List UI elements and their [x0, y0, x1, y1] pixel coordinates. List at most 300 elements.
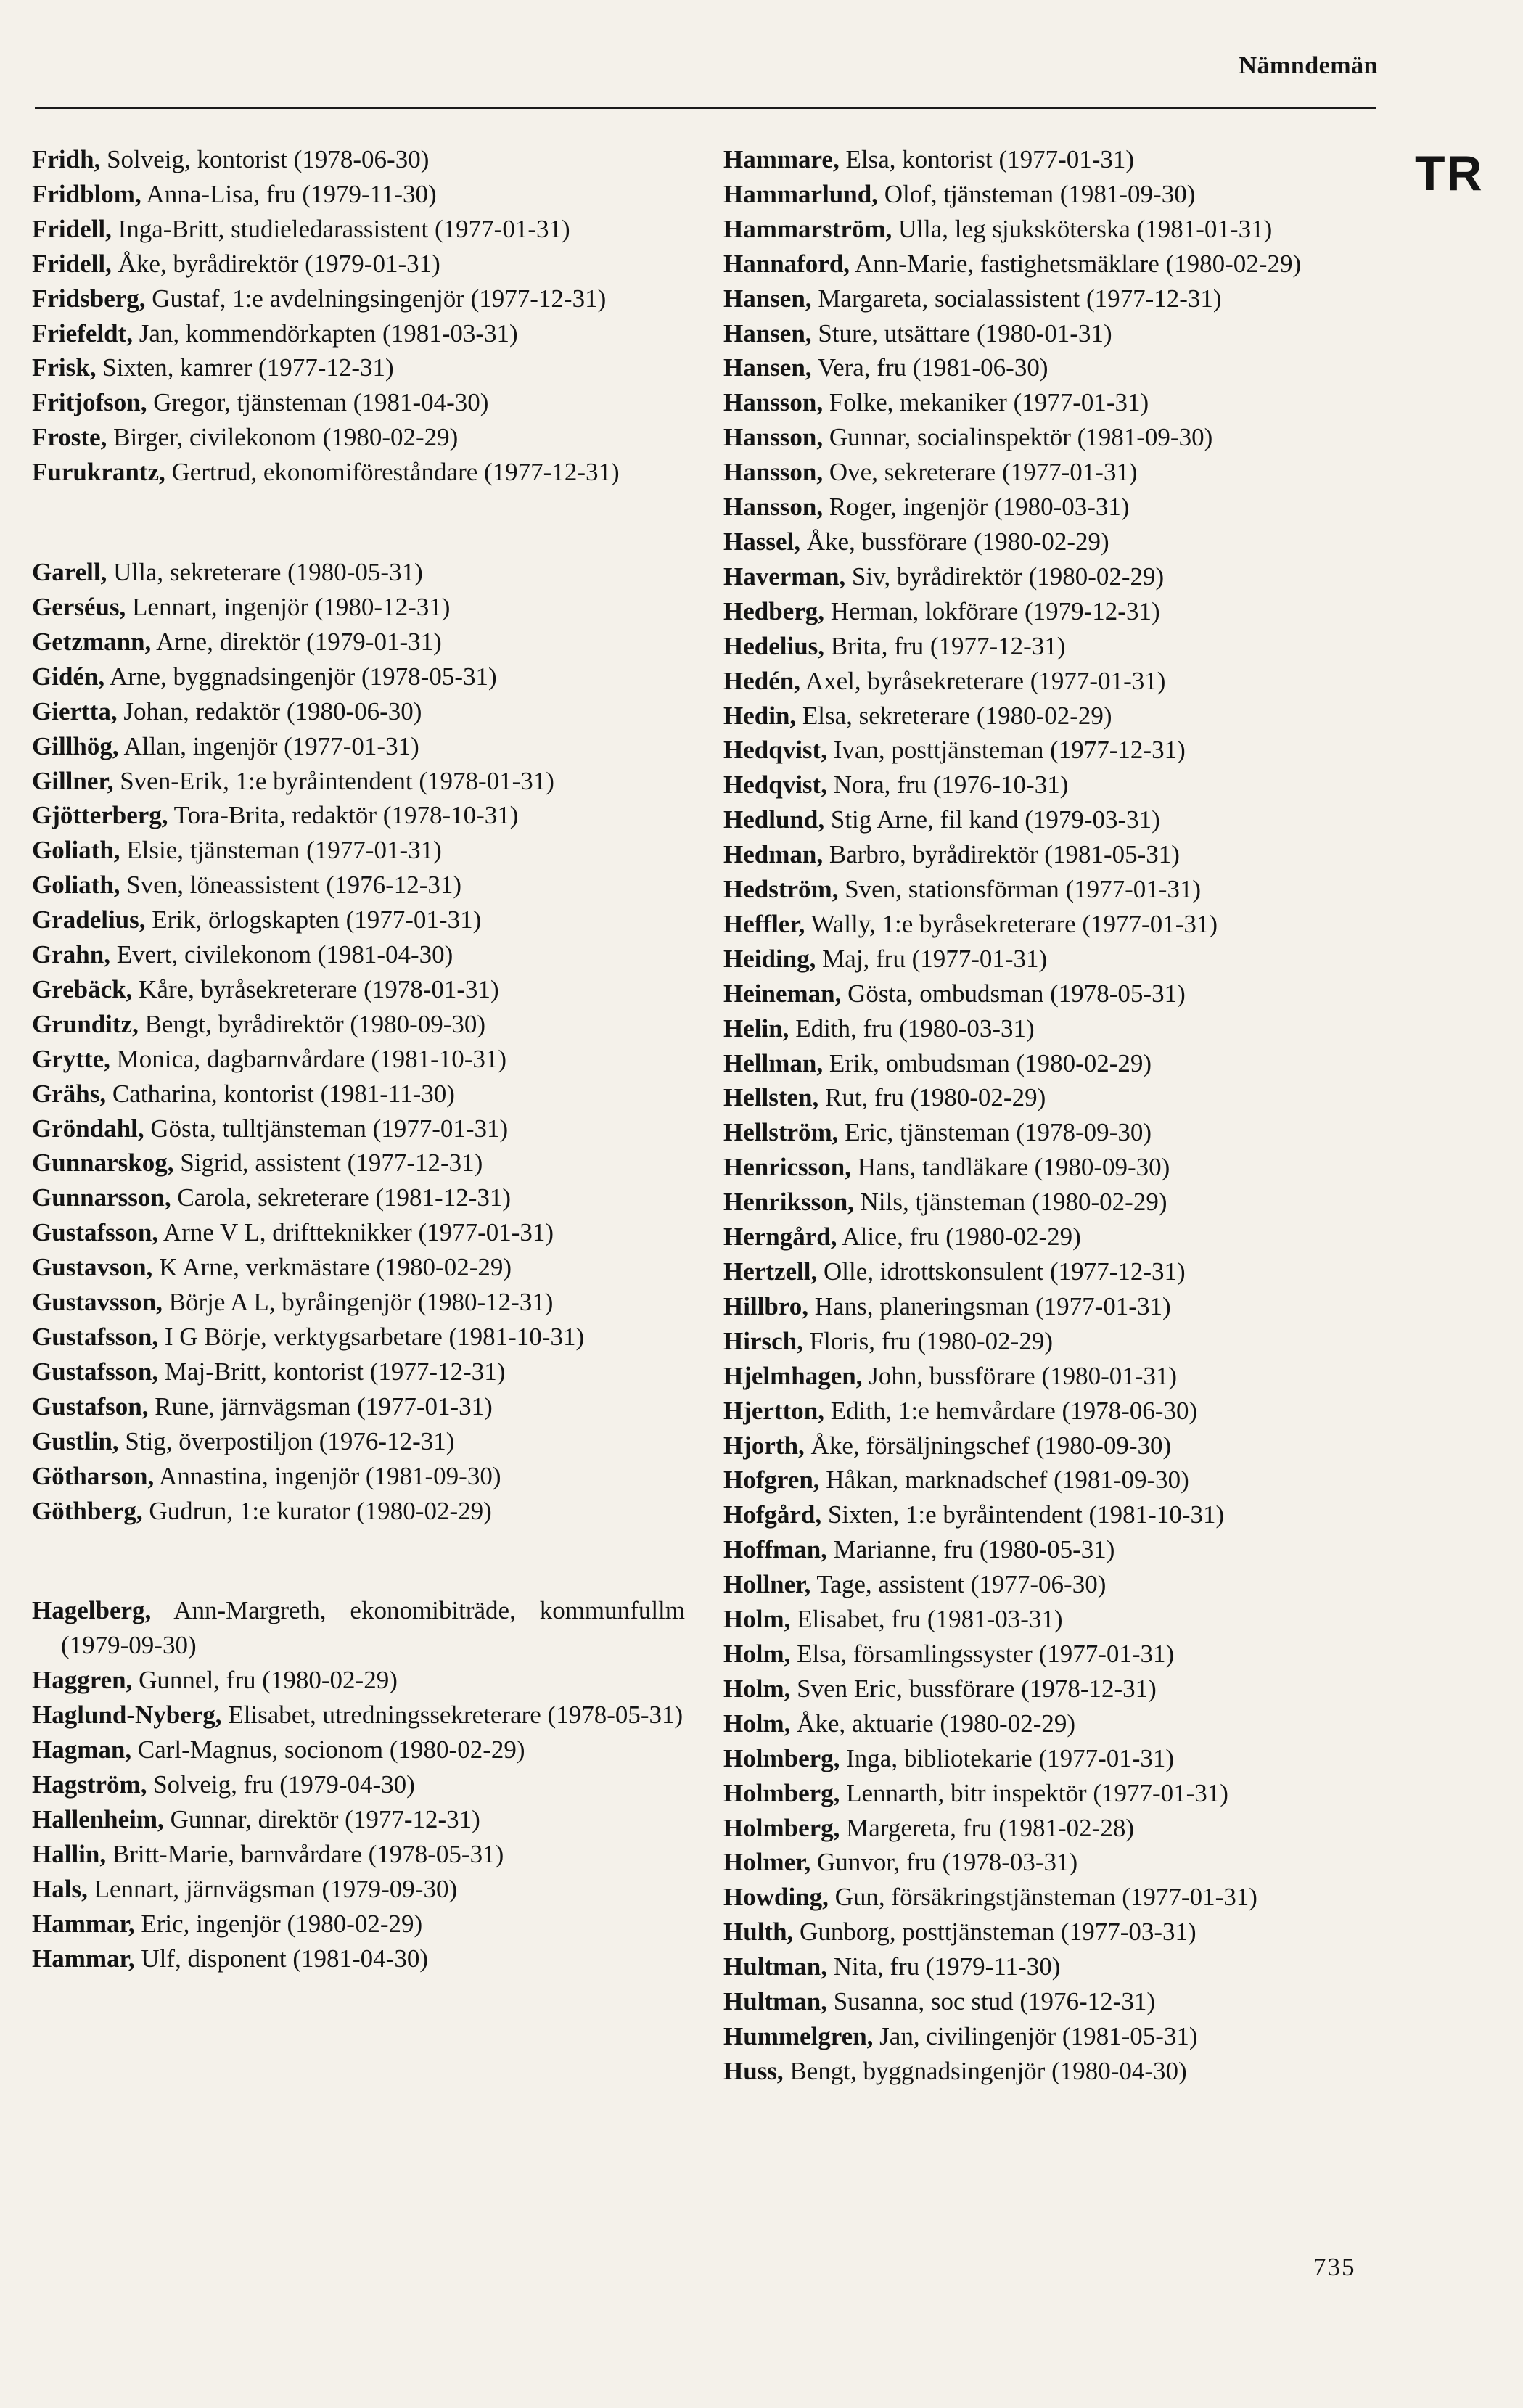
entry-details: Solveig, fru (1979-04-30): [153, 1770, 415, 1799]
entry-surname: Hjorth,: [723, 1431, 805, 1460]
entry-surname: Hammarström,: [723, 214, 892, 243]
name-entry: [723, 142, 1376, 177]
entry-details: Eric, tjänsteman (1978-09-30): [845, 1118, 1152, 1147]
section-tag: TR: [1415, 146, 1484, 201]
entry-details: Rune, järnvägsman (1977-01-31): [155, 1392, 493, 1421]
name-entry: [723, 1741, 1376, 1776]
name-entry: [723, 177, 1376, 212]
page-number: 735: [1313, 2253, 1356, 2281]
entry-surname: Fritjofson,: [32, 388, 147, 417]
entry-details: Tage, assistent (1977-06-30): [816, 1570, 1107, 1599]
name-entry: [32, 1320, 685, 1355]
name-entry: [32, 1180, 685, 1215]
entry-surname: Hjertton,: [723, 1396, 824, 1425]
entry-details: Roger, ingenjör (1980-03-31): [829, 493, 1130, 522]
entry-surname: Gerséus,: [32, 592, 126, 621]
name-entry: [32, 1593, 685, 1663]
name-entry: [723, 1220, 1376, 1254]
name-entry: [32, 729, 685, 764]
entry-details: Olof, tjänsteman (1981-09-30): [884, 179, 1196, 208]
name-entry: [32, 1767, 685, 1802]
entry-details: Susanna, soc stud (1976-12-31): [833, 1987, 1155, 2016]
entry-surname: Gustafsson,: [32, 1323, 159, 1351]
letter-group-gap: [32, 490, 685, 555]
entry-surname: Giertta,: [32, 696, 118, 726]
name-entry: [32, 1111, 685, 1146]
entry-details: Åke, försäljningschef (1980-09-30): [810, 1431, 1172, 1460]
entry-surname: Gunnarsson,: [32, 1183, 171, 1212]
name-entry: [32, 1802, 685, 1837]
entry-details: Anna-Lisa, fru (1979-11-30): [146, 179, 437, 208]
entry-surname: Holm,: [723, 1709, 791, 1738]
name-entry: [32, 1007, 685, 1042]
entry-details: Gustaf, 1:e avdelningsingenjör (1977-12-31): [152, 284, 607, 313]
entry-surname: Gustafsson,: [32, 1357, 159, 1386]
entry-surname: Hallenheim,: [32, 1804, 164, 1833]
entry-surname: Heiding,: [723, 944, 816, 973]
entry-details: Axel, byråsekreterare (1977-01-31): [805, 666, 1166, 695]
name-entry: [723, 872, 1376, 907]
entry-details: Inga, bibliotekarie (1977-01-31): [846, 1743, 1175, 1772]
entry-surname: Holmberg,: [723, 1813, 840, 1842]
name-entry: [32, 903, 685, 937]
entry-details: Sture, utsättare (1980-01-31): [818, 319, 1112, 348]
name-entry: [32, 1424, 685, 1459]
name-entry: [723, 1394, 1376, 1429]
entry-details: Sven, stationsförman (1977-01-31): [845, 875, 1202, 904]
entry-details: Ann-Marie, fastighetsmäklare (1980-02-29): [854, 249, 1302, 278]
entry-surname: Hertzell,: [723, 1257, 818, 1286]
left-column: [32, 142, 685, 1976]
entry-surname: Haggren,: [32, 1666, 133, 1695]
entry-surname: Henriksson,: [723, 1188, 854, 1217]
entry-details: Ove, sekreterare (1977-01-31): [829, 458, 1138, 487]
entry-surname: Grähs,: [32, 1079, 107, 1108]
name-entry: [723, 1532, 1376, 1567]
entry-surname: Gustlin,: [32, 1426, 119, 1455]
name-entry: [723, 1602, 1376, 1637]
entry-surname: Hansen,: [723, 319, 812, 348]
entry-surname: Hirsch,: [723, 1326, 803, 1355]
name-entry: [32, 833, 685, 868]
entry-details: Sven, löneassistent (1976-12-31): [126, 871, 462, 900]
entry-surname: Howding,: [723, 1883, 829, 1912]
name-entry: [723, 1880, 1376, 1915]
entry-surname: Gustafsson,: [32, 1218, 159, 1247]
entry-details: Ulla, sekreterare (1980-05-31): [113, 558, 423, 587]
name-entry: [723, 594, 1376, 629]
name-entry: [723, 350, 1376, 385]
name-entry: [32, 625, 685, 659]
entry-details: Allan, ingenjör (1977-01-31): [123, 731, 419, 760]
entry-details: Börje A L, byråingenjör (1980-12-31): [168, 1288, 554, 1317]
entry-details: Lennart, järnvägsman (1979-09-30): [94, 1874, 458, 1903]
entry-surname: Hammarlund,: [723, 179, 878, 208]
name-entry: [723, 1776, 1376, 1811]
page-header-title: Nämndemän: [1239, 52, 1378, 79]
entry-details: Arne, direktör (1979-01-31): [156, 627, 442, 656]
entry-details: Herman, lokförare (1979-12-31): [830, 596, 1160, 625]
name-entry: [32, 590, 685, 625]
name-entry: [32, 455, 685, 490]
entry-details: Ivan, posttjänsteman (1977-12-31): [833, 736, 1186, 765]
name-entry: [32, 177, 685, 212]
name-entry: [723, 2019, 1376, 2054]
entry-surname: Hultman,: [723, 1952, 827, 1981]
name-entry: [723, 1497, 1376, 1532]
entry-surname: Furukrantz,: [32, 458, 165, 487]
name-entry: [32, 1389, 685, 1424]
entry-surname: Fridblom,: [32, 179, 141, 208]
name-entry: [32, 659, 685, 694]
entry-details: I G Börje, verktygsarbetare (1981-10-31): [164, 1323, 585, 1351]
entry-surname: Hedberg,: [723, 596, 825, 625]
entry-surname: Garell,: [32, 558, 107, 587]
entry-surname: Hannaford,: [723, 249, 850, 278]
entry-details: Nita, fru (1979-11-30): [833, 1952, 1061, 1981]
entry-surname: Hedén,: [723, 666, 800, 695]
entry-surname: Hedin,: [723, 701, 797, 730]
entry-surname: Goliath,: [32, 836, 120, 865]
name-entry: [723, 1984, 1376, 2019]
entry-details: Elsie, tjänsteman (1977-01-31): [126, 836, 442, 865]
name-entry: [723, 664, 1376, 699]
name-entry: [723, 1845, 1376, 1880]
name-entry: [32, 1077, 685, 1111]
entry-details: Nora, fru (1976-10-31): [833, 771, 1069, 800]
name-entry: [723, 1429, 1376, 1463]
name-entry: [32, 316, 685, 351]
entry-surname: Huss,: [723, 2056, 784, 2085]
entry-details: Gregor, tjänsteman (1981-04-30): [153, 388, 489, 417]
name-entry: [32, 764, 685, 799]
entry-surname: Hellström,: [723, 1118, 839, 1147]
entry-surname: Frisk,: [32, 353, 97, 382]
entry-surname: Hassel,: [723, 527, 800, 556]
entry-surname: Hansen,: [723, 284, 812, 313]
entry-details: Åke, byrådirektör (1979-01-31): [118, 249, 440, 278]
name-entry: [32, 1285, 685, 1320]
entry-details: Gertrud, ekonomiföreståndare (1977-12-31): [171, 458, 620, 487]
letter-group-gap: [32, 1528, 685, 1593]
entry-surname: Hedman,: [723, 840, 824, 869]
name-entry: [723, 768, 1376, 802]
name-entry: [32, 972, 685, 1007]
entry-details: Elisabet, utredningssekreterare (1978-05-31): [228, 1701, 683, 1730]
entry-details: Gunvor, fru (1978-03-31): [816, 1848, 1078, 1877]
entry-surname: Gidén,: [32, 662, 105, 691]
entry-details: Solveig, kontorist (1978-06-30): [107, 145, 430, 173]
name-entry: [723, 525, 1376, 559]
entry-surname: Holmer,: [723, 1848, 811, 1877]
right-column: [723, 142, 1376, 2089]
name-entry: [723, 977, 1376, 1011]
entry-details: Erik, ombudsman (1980-02-29): [829, 1048, 1152, 1077]
name-entry: [723, 1046, 1376, 1081]
name-entry: [723, 282, 1376, 316]
entry-surname: Gillner,: [32, 766, 114, 795]
name-entry: [32, 282, 685, 316]
entry-surname: Hellman,: [723, 1048, 824, 1077]
name-entry: [723, 837, 1376, 872]
entry-surname: Holmberg,: [723, 1743, 840, 1772]
entry-surname: Gustavson,: [32, 1253, 153, 1282]
entry-details: Stig Arne, fil kand (1979-03-31): [830, 805, 1160, 834]
entry-details: Edith, fru (1980-03-31): [795, 1014, 1035, 1043]
entry-details: Gudrun, 1:e kurator (1980-02-29): [149, 1496, 492, 1525]
name-entry: [723, 907, 1376, 942]
entry-details: Margareta, socialassistent (1977-12-31): [818, 284, 1222, 313]
entry-surname: Froste,: [32, 423, 107, 452]
name-entry: [32, 1355, 685, 1389]
name-entry: [723, 247, 1376, 282]
entry-details: Bengt, byggnadsingenjör (1980-04-30): [789, 2056, 1187, 2085]
entry-details: Lennarth, bitr inspektör (1977-01-31): [846, 1778, 1228, 1807]
entry-details: Elsa, kontorist (1977-01-31): [845, 145, 1135, 173]
entry-details: Evert, civilekonom (1981-04-30): [116, 940, 453, 969]
name-entry: [32, 555, 685, 590]
entry-details: Siv, byrådirektör (1980-02-29): [851, 562, 1165, 591]
entry-details: Jan, civilingenjör (1981-05-31): [879, 2021, 1198, 2050]
entry-surname: Hammare,: [723, 145, 840, 173]
entry-surname: Heineman,: [723, 979, 842, 1008]
entry-details: John, bussförare (1980-01-31): [869, 1361, 1178, 1390]
entry-details: Birger, civilekonom (1980-02-29): [113, 423, 459, 452]
entry-surname: Hummelgren,: [723, 2021, 874, 2050]
entry-details: Håkan, marknadschef (1981-09-30): [826, 1466, 1189, 1495]
name-entry: [723, 212, 1376, 247]
entry-surname: Gjötterberg,: [32, 801, 168, 830]
entry-details: Ulla, leg sjuksköterska (1981-01-31): [898, 214, 1273, 243]
name-entry: [723, 490, 1376, 525]
entry-surname: Hansson,: [723, 493, 824, 522]
entry-surname: Grebäck,: [32, 974, 133, 1003]
entry-details: Johan, redaktör (1980-06-30): [123, 696, 422, 726]
entry-details: Alice, fru (1980-02-29): [842, 1223, 1081, 1252]
entry-details: Vera, fru (1981-06-30): [817, 353, 1048, 382]
entry-surname: Hedqvist,: [723, 736, 827, 765]
name-entry: [32, 142, 685, 177]
entry-details: Maj-Britt, kontorist (1977-12-31): [164, 1357, 506, 1386]
entry-details: Olle, idrottskonsulent (1977-12-31): [823, 1257, 1186, 1286]
entry-details: Jan, kommendörkapten (1981-03-31): [139, 319, 518, 348]
entry-surname: Hollner,: [723, 1570, 811, 1599]
name-entry: [32, 1941, 685, 1976]
entry-details: Britt-Marie, barnvårdare (1978-05-31): [112, 1839, 504, 1868]
entry-surname: Getzmann,: [32, 627, 152, 656]
entry-details: Lennart, ingenjör (1980-12-31): [132, 592, 451, 621]
name-entry: [723, 1463, 1376, 1497]
entry-details: Elisabet, fru (1981-03-31): [797, 1605, 1063, 1634]
entry-details: Ulf, disponent (1981-04-30): [141, 1944, 428, 1973]
entry-surname: Hillbro,: [723, 1291, 809, 1320]
name-entry: [723, 629, 1376, 664]
entry-surname: Hansson,: [723, 458, 824, 487]
name-entry: [723, 1185, 1376, 1220]
entry-details: Floris, fru (1980-02-29): [809, 1326, 1053, 1355]
name-entry: [723, 559, 1376, 594]
entry-surname: Holm,: [723, 1605, 791, 1634]
entry-surname: Hedelius,: [723, 631, 825, 660]
entry-surname: Hansson,: [723, 423, 824, 452]
entry-details: Gunborg, posttjänsteman (1977-03-31): [800, 1918, 1196, 1947]
name-entry: [32, 1215, 685, 1250]
entry-details: Sven-Erik, 1:e byråintendent (1978-01-31): [120, 766, 554, 795]
entry-details: Arne V L, driftteknikker (1977-01-31): [163, 1218, 554, 1247]
entry-surname: Hoffman,: [723, 1535, 827, 1564]
entry-details: Marianne, fru (1980-05-31): [833, 1535, 1115, 1564]
name-entry: [32, 420, 685, 455]
entry-surname: Hagelberg,: [32, 1596, 152, 1625]
entry-surname: Gröndahl,: [32, 1114, 144, 1143]
entry-surname: Gustavsson,: [32, 1288, 163, 1317]
entry-surname: Hedlund,: [723, 805, 825, 834]
entry-surname: Gunnarskog,: [32, 1148, 174, 1178]
entry-details: Arne, byggnadsingenjör (1978-05-31): [110, 662, 497, 691]
header-rule: [35, 107, 1376, 109]
entry-surname: Hultman,: [723, 1987, 827, 2016]
entry-surname: Fridh,: [32, 145, 101, 173]
entry-details: Brita, fru (1977-12-31): [830, 631, 1066, 660]
entry-details: Gösta, tulltjänsteman (1977-01-31): [150, 1114, 509, 1143]
entry-surname: Hjelmhagen,: [723, 1361, 863, 1390]
name-entry: [32, 798, 685, 833]
entry-surname: Henricsson,: [723, 1153, 851, 1182]
name-entry: [32, 868, 685, 903]
name-entry: [723, 733, 1376, 768]
entry-details: Rut, fru (1980-02-29): [824, 1083, 1046, 1112]
name-entry: [723, 1289, 1376, 1324]
entry-details: Barbro, byrådirektör (1981-05-31): [829, 840, 1180, 869]
name-entry: [32, 1250, 685, 1285]
name-entry: [723, 942, 1376, 977]
entry-surname: Hofgren,: [723, 1466, 820, 1495]
entry-details: Carl-Magnus, socionom (1980-02-29): [137, 1735, 525, 1764]
entry-surname: Heffler,: [723, 909, 805, 938]
name-entry: [723, 420, 1376, 455]
entry-details: Gunnar, socialinspektör (1981-09-30): [829, 423, 1213, 452]
entry-surname: Fridell,: [32, 249, 112, 278]
name-entry: [32, 1663, 685, 1698]
name-entry: [723, 1115, 1376, 1150]
entry-details: Tora-Brita, redaktör (1978-10-31): [173, 801, 519, 830]
entry-details: Maj, fru (1977-01-31): [822, 944, 1048, 973]
entry-surname: Hammar,: [32, 1909, 135, 1938]
name-entry: [32, 1733, 685, 1767]
name-entry: [32, 385, 685, 420]
entry-details: Gösta, ombudsman (1978-05-31): [847, 979, 1186, 1008]
entry-surname: Haglund-Nyberg,: [32, 1701, 222, 1730]
entry-details: Edith, 1:e hemvårdare (1978-06-30): [830, 1396, 1198, 1425]
entry-surname: Götharson,: [32, 1461, 155, 1490]
name-entry: [32, 1698, 685, 1733]
entry-surname: Gustafson,: [32, 1392, 149, 1421]
entry-surname: Göthberg,: [32, 1496, 143, 1525]
name-entry: [32, 1872, 685, 1907]
name-entry: [723, 1254, 1376, 1289]
name-entry: [32, 247, 685, 282]
entry-details: Sixten, kamrer (1977-12-31): [102, 353, 394, 382]
entry-surname: Hagman,: [32, 1735, 132, 1764]
name-entry: [32, 1837, 685, 1872]
entry-details: Carola, sekreterare (1981-12-31): [177, 1183, 512, 1212]
name-entry: [32, 350, 685, 385]
entry-surname: Hammar,: [32, 1944, 135, 1973]
entry-surname: Hansen,: [723, 353, 812, 382]
entry-details: Inga-Britt, studieledarassistent (1977-01-31): [118, 214, 570, 243]
entry-surname: Holm,: [723, 1674, 791, 1703]
entry-details: K Arne, verkmästare (1980-02-29): [159, 1253, 512, 1282]
entry-surname: Goliath,: [32, 871, 120, 900]
name-entry: [32, 1459, 685, 1494]
entry-surname: Helin,: [723, 1014, 789, 1043]
entry-surname: Hals,: [32, 1874, 88, 1903]
entry-surname: Hofgård,: [723, 1500, 822, 1529]
name-entry: [723, 1011, 1376, 1046]
entry-surname: Fridsberg,: [32, 284, 146, 313]
entry-surname: Gillhög,: [32, 731, 119, 760]
entry-details: Åke, bussförare (1980-02-29): [806, 527, 1109, 556]
name-entry: [723, 455, 1376, 490]
entry-surname: Friefeldt,: [32, 319, 133, 348]
name-entry: [723, 1567, 1376, 1602]
entry-details: Bengt, byrådirektör (1980-09-30): [144, 1009, 486, 1038]
entry-details: Gunnar, direktör (1977-12-31): [170, 1804, 480, 1833]
entry-details: Nils, tjänsteman (1980-02-29): [860, 1188, 1167, 1217]
entry-details: Erik, örlogskapten (1977-01-31): [152, 905, 482, 934]
name-entry: [32, 1907, 685, 1941]
entry-details: Folke, mekaniker (1977-01-31): [829, 388, 1149, 417]
name-entry: [723, 1949, 1376, 1984]
name-entry: [723, 1637, 1376, 1672]
entry-details: Sigrid, assistent (1977-12-31): [180, 1148, 483, 1178]
entry-surname: Hansson,: [723, 388, 824, 417]
entry-surname: Holm,: [723, 1639, 791, 1668]
name-entry: [32, 1042, 685, 1077]
entry-surname: Hedqvist,: [723, 771, 827, 800]
entry-details: Ann-Margreth, ekonomibiträde, kommunfullm (1979-09-30): [61, 1596, 685, 1660]
entry-details: Stig, överpostiljon (1976-12-31): [125, 1426, 455, 1455]
entry-surname: Gradelius,: [32, 905, 146, 934]
entry-surname: Hulth,: [723, 1918, 794, 1947]
name-entry: [723, 1150, 1376, 1185]
name-entry: [723, 1359, 1376, 1394]
name-entry: [723, 1915, 1376, 1949]
entry-details: Kåre, byråsekreterare (1978-01-31): [139, 974, 499, 1003]
name-entry: [723, 802, 1376, 837]
entry-surname: Hallin,: [32, 1839, 107, 1868]
entry-surname: Haverman,: [723, 562, 846, 591]
entry-details: Gunnel, fru (1980-02-29): [139, 1666, 398, 1695]
entry-surname: Hedström,: [723, 875, 839, 904]
entry-surname: Fridell,: [32, 214, 112, 243]
entry-surname: Grytte,: [32, 1044, 110, 1073]
entry-details: Catharina, kontorist (1981-11-30): [112, 1079, 455, 1108]
entry-details: Sixten, 1:e byråintendent (1981-10-31): [827, 1500, 1225, 1529]
entry-details: Margereta, fru (1981-02-28): [846, 1813, 1134, 1842]
entry-details: Hans, planeringsman (1977-01-31): [814, 1291, 1171, 1320]
entry-details: Eric, ingenjör (1980-02-29): [141, 1909, 423, 1938]
entry-details: Annastina, ingenjör (1981-09-30): [159, 1461, 501, 1490]
name-entry: [723, 1672, 1376, 1706]
entry-details: Monica, dagbarnvårdare (1981-10-31): [116, 1044, 507, 1073]
entry-surname: Herngård,: [723, 1223, 837, 1252]
name-entry: [723, 316, 1376, 351]
name-entry: [723, 1706, 1376, 1741]
name-entry: [723, 2054, 1376, 2089]
name-entry: [723, 1811, 1376, 1846]
entry-details: Hans, tandläkare (1980-09-30): [857, 1153, 1170, 1182]
